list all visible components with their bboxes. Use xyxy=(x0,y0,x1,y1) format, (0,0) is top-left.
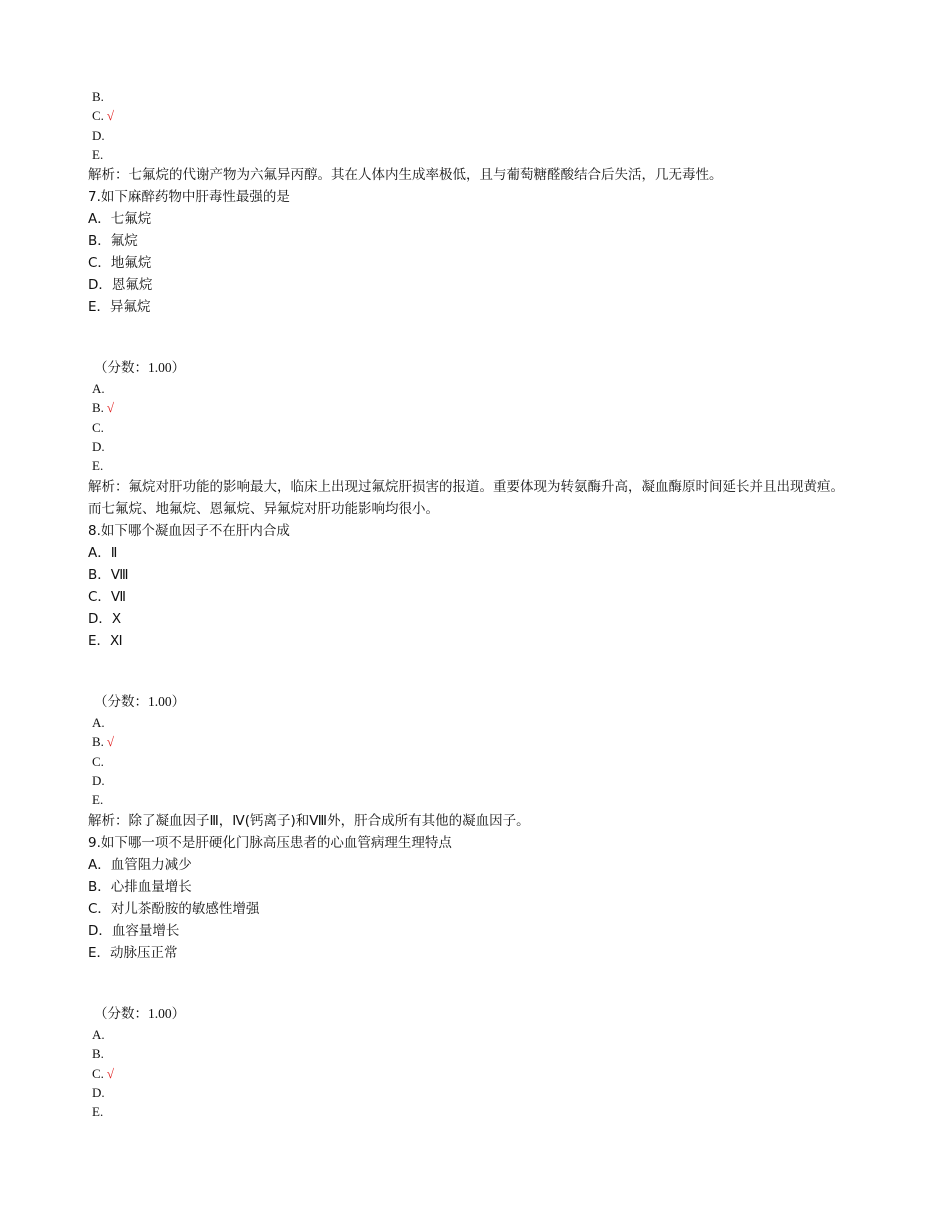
q8-choice-e: E．Ⅺ xyxy=(88,633,123,649)
q9-score: （分数：1.00） xyxy=(94,1006,186,1022)
q8-choice-a: A．Ⅱ xyxy=(88,545,118,561)
q7-choice-e: E．异氟烷 xyxy=(88,299,151,315)
q7-option-e: E. xyxy=(92,458,104,473)
q9-choice-a: A．血管阻力减少 xyxy=(88,857,192,873)
q9-question: 9.如下哪一项不是肝硬化门脉高压患者的心血管病理生理特点 xyxy=(88,835,452,851)
q8-option-e: E. xyxy=(92,792,104,807)
q7-choice-d: D．恩氟烷 xyxy=(88,277,153,293)
correct-check-icon: √ xyxy=(106,1066,115,1081)
q9-choice-c: C．对儿茶酚胺的敏感性增强 xyxy=(88,901,260,917)
q8-explanation: 解析：除了凝血因子Ⅲ，Ⅳ(钙离子)和Ⅷ外，肝合成所有其他的凝血因子。 xyxy=(88,813,530,829)
q6-option-e: E. xyxy=(92,147,104,162)
correct-check-icon: √ xyxy=(106,400,115,415)
q8-choice-d: D．Ⅹ xyxy=(88,611,122,627)
q9-option-b: B. xyxy=(92,1046,104,1061)
q7-choice-a: A．七氟烷 xyxy=(88,211,152,227)
q8-option-a: A. xyxy=(92,715,105,730)
correct-check-icon: √ xyxy=(106,734,115,749)
q9-choice-d: D．血容量增长 xyxy=(88,923,180,939)
q7-option-a: A. xyxy=(92,381,105,396)
q8-question: 8.如下哪个凝血因子不在肝内合成 xyxy=(88,523,290,539)
q9-option-d: D. xyxy=(92,1085,105,1100)
q9-choice-b: B．心排血量增长 xyxy=(88,879,192,895)
q7-option-d: D. xyxy=(92,439,105,454)
q6-explanation: 解析：七氟烷的代谢产物为六氟异丙醇。其在人体内生成率极低，且与葡萄糖醛酸结合后失活，几无毒性。 xyxy=(88,167,723,183)
q6-option-d: D. xyxy=(92,128,105,143)
q8-option-b: B. √ xyxy=(92,734,115,749)
correct-check-icon: √ xyxy=(106,108,115,123)
q7-choice-b: B．氟烷 xyxy=(88,233,138,249)
q9-option-a: A. xyxy=(92,1027,105,1042)
q7-explanation-line2: 而七氟烷、地氟烷、恩氟烷、异氟烷对肝功能影响均很小。 xyxy=(88,501,439,517)
q7-explanation-line1: 解析：氟烷对肝功能的影响最大，临床上出现过氟烷肝损害的报道。重要体现为转氨酶升高，凝血酶原时间延长并且出现黄疸。 xyxy=(88,479,844,495)
q7-score: （分数：1.00） xyxy=(94,360,186,376)
q9-option-c: C. √ xyxy=(92,1066,115,1081)
q7-option-b: B. √ xyxy=(92,400,115,415)
q6-option-c: C. √ xyxy=(92,108,115,123)
q7-option-c: C. xyxy=(92,420,104,435)
q8-choice-b: B．Ⅷ xyxy=(88,567,129,583)
q9-option-e: E. xyxy=(92,1104,104,1119)
q6-option-b: B. xyxy=(92,89,104,104)
q7-choice-c: C．地氟烷 xyxy=(88,255,152,271)
q8-option-d: D. xyxy=(92,773,105,788)
q7-question: 7.如下麻醉药物中肝毒性最强的是 xyxy=(88,189,290,205)
q8-score: （分数：1.00） xyxy=(94,694,186,710)
q9-choice-e: E．动脉压正常 xyxy=(88,945,178,961)
q8-option-c: C. xyxy=(92,754,104,769)
q8-choice-c: C．Ⅶ xyxy=(88,589,127,605)
